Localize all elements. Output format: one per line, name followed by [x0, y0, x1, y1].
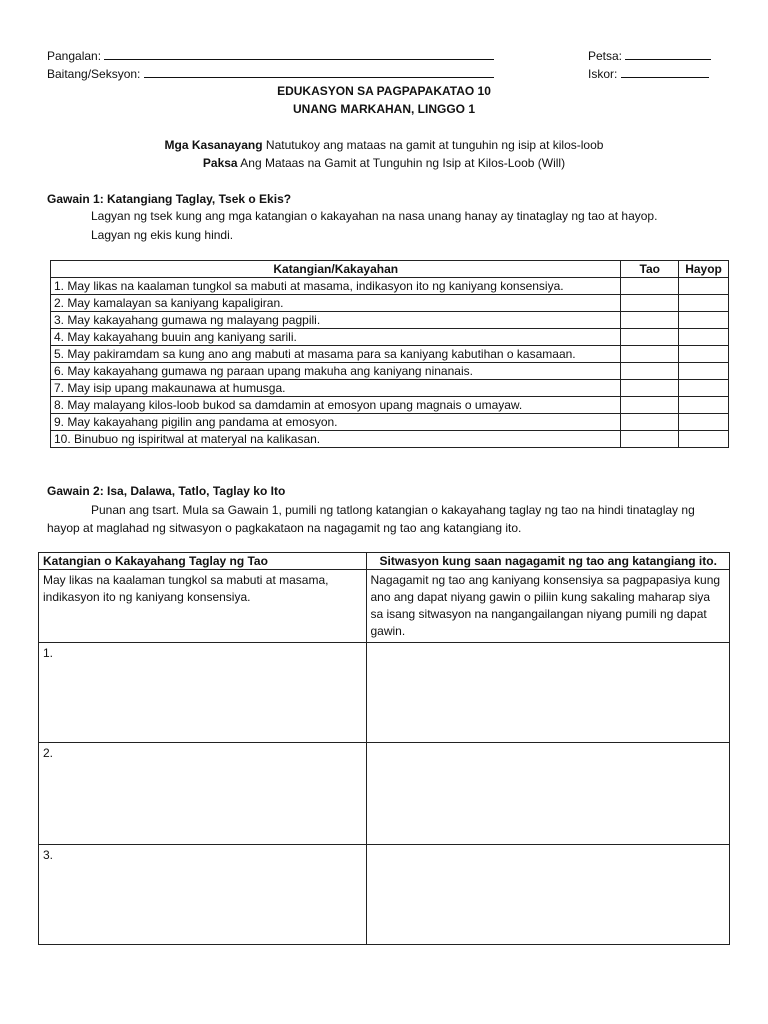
animal-check-cell[interactable] — [679, 431, 729, 448]
activity1-table — [50, 260, 729, 448]
human-check-cell[interactable] — [621, 312, 679, 329]
title-line2: UNANG MARKAHAN, LINGGO 1 — [293, 102, 475, 116]
section-blank[interactable] — [144, 66, 494, 78]
activity1-instruction2: Lagyan ng ekis kung hindi. — [91, 228, 234, 242]
section-field — [47, 66, 494, 82]
competency-label: Mga Kasanayang — [164, 138, 263, 152]
date-field — [588, 48, 711, 64]
human-check-cell[interactable] — [621, 397, 679, 414]
table-row — [39, 743, 730, 845]
human-check-cell[interactable] — [621, 431, 679, 448]
human-check-cell[interactable] — [621, 363, 679, 380]
animal-check-cell[interactable] — [679, 363, 729, 380]
animal-check-cell[interactable] — [679, 397, 729, 414]
score-blank[interactable] — [621, 66, 709, 78]
trait-cell: 8. May malayang kilos-loob bukod sa damdamin at emosyon upang magnais o umayaw. — [51, 397, 621, 414]
table-row — [51, 380, 729, 397]
animal-check-cell[interactable] — [679, 278, 729, 295]
row-number: 1. — [43, 646, 54, 660]
title-line1: EDUKASYON SA PAGPAPAKATAO 10 — [277, 84, 491, 98]
activity2-table — [38, 552, 730, 945]
trait-cell: 7. May isip upang makaunawa at humusga. — [51, 380, 621, 397]
header-animal: Hayop — [679, 261, 729, 278]
table-row — [51, 363, 729, 380]
table-row — [51, 312, 729, 329]
section-label: Baitang/Seksyon: — [47, 67, 141, 81]
table-row — [51, 346, 729, 363]
header-trait: Katangian o Kakayahang Taglay ng Tao — [39, 553, 367, 570]
animal-check-cell[interactable] — [679, 414, 729, 431]
competency-line — [0, 138, 768, 153]
animal-check-cell[interactable] — [679, 295, 729, 312]
answer-situation-cell[interactable] — [366, 743, 730, 845]
header-situation: Sitwasyon kung saan nagagamit ng tao ang katangiang ito. — [366, 553, 730, 570]
human-check-cell[interactable] — [621, 346, 679, 363]
human-check-cell[interactable] — [621, 414, 679, 431]
score-label: Iskor: — [588, 67, 618, 81]
activity2-header-row — [39, 553, 730, 570]
table-row — [51, 397, 729, 414]
activity1-title: Gawain 1: Katangiang Taglay, Tsek o Ekis? — [47, 192, 292, 206]
trait-cell: 6. May kakayahang gumawa ng paraan upang makuha ang kaniyang ninanais. — [51, 363, 621, 380]
activity1-header-row — [51, 261, 729, 278]
trait-cell: 3. May kakayahang gumawa ng malayang pagpili. — [51, 312, 621, 329]
table-row — [51, 414, 729, 431]
animal-check-cell[interactable] — [679, 312, 729, 329]
animal-check-cell[interactable] — [679, 380, 729, 397]
human-check-cell[interactable] — [621, 380, 679, 397]
header-trait: Katangian/Kakayahan — [51, 261, 621, 278]
row-number: 2. — [43, 746, 54, 760]
human-check-cell[interactable] — [621, 278, 679, 295]
answer-trait-cell[interactable] — [39, 743, 367, 845]
animal-check-cell[interactable] — [679, 346, 729, 363]
date-blank[interactable] — [625, 48, 711, 60]
answer-situation-cell[interactable] — [366, 643, 730, 743]
answer-trait-cell[interactable] — [39, 845, 367, 945]
table-row — [39, 643, 730, 743]
answer-trait-cell[interactable] — [39, 643, 367, 743]
topic-line — [0, 156, 768, 171]
activity2-instruction: Punan ang tsart. Mula sa Gawain 1, pumili ng tatlong katangian o kakayahang taglay ng tao na hindi tinataglay ng hayop at maglahad ng sitwasyon o pagkakataon na nagagamit ng tao ang katangiang ito. — [47, 503, 695, 535]
activity2-title: Gawain 2: Isa, Dalawa, Tatlo, Taglay ko Ito — [47, 484, 286, 498]
table-row — [51, 278, 729, 295]
name-label: Pangalan: — [47, 49, 102, 63]
name-field — [47, 48, 494, 64]
trait-cell: 9. May kakayahang pigilin ang pandama at emosyon. — [51, 414, 621, 431]
table-row — [51, 295, 729, 312]
table-row — [39, 845, 730, 945]
example-situation-cell: Nagagamit ng tao ang kaniyang konsensiya sa pagpapasiya kung ano ang dapat niyang gawin o piliin kung sakaling maharap siya sa isang sitwasyon na nangangailangan niyang pumili ng dapat gawin. — [366, 570, 730, 643]
trait-cell: 4. May kakayahang buuin ang kaniyang sarili. — [51, 329, 621, 346]
header-human: Tao — [621, 261, 679, 278]
trait-cell: 10. Binubuo ng ispiritwal at materyal na kalikasan. — [51, 431, 621, 448]
date-label: Petsa: — [588, 49, 623, 63]
trait-cell: 2. May kamalayan sa kaniyang kapaligiran. — [51, 295, 621, 312]
competency-text: Natutukoy ang mataas na gamit at tunguhin ng isip at kilos-loob — [265, 138, 604, 152]
human-check-cell[interactable] — [621, 295, 679, 312]
topic-text: Ang Mataas na Gamit at Tunguhin ng Isip at Kilos-Loob (Will) — [240, 156, 566, 170]
trait-cell: 5. May pakiramdam sa kung ano ang mabuti at masama para sa kaniyang kabutihan o kasamaan. — [51, 346, 621, 363]
example-row — [39, 570, 730, 643]
activity1-instruction1: Lagyan ng tsek kung ang mga katangian o kakayahan na nasa unang hanay ay tinataglay ng tao at hayop. — [91, 209, 658, 223]
human-check-cell[interactable] — [621, 329, 679, 346]
name-blank[interactable] — [104, 48, 494, 60]
row-number: 3. — [43, 848, 54, 862]
trait-cell: 1. May likas na kaalaman tungkol sa mabuti at masama, indikasyon ito ng kaniyang konsensiya. — [51, 278, 621, 295]
table-row — [51, 431, 729, 448]
answer-situation-cell[interactable] — [366, 845, 730, 945]
example-trait-cell: May likas na kaalaman tungkol sa mabuti at masama, indikasyon ito ng kaniyang konsensiya. — [39, 570, 367, 643]
animal-check-cell[interactable] — [679, 329, 729, 346]
table-row — [51, 329, 729, 346]
score-field — [588, 66, 709, 82]
topic-label: Paksa — [202, 156, 238, 170]
